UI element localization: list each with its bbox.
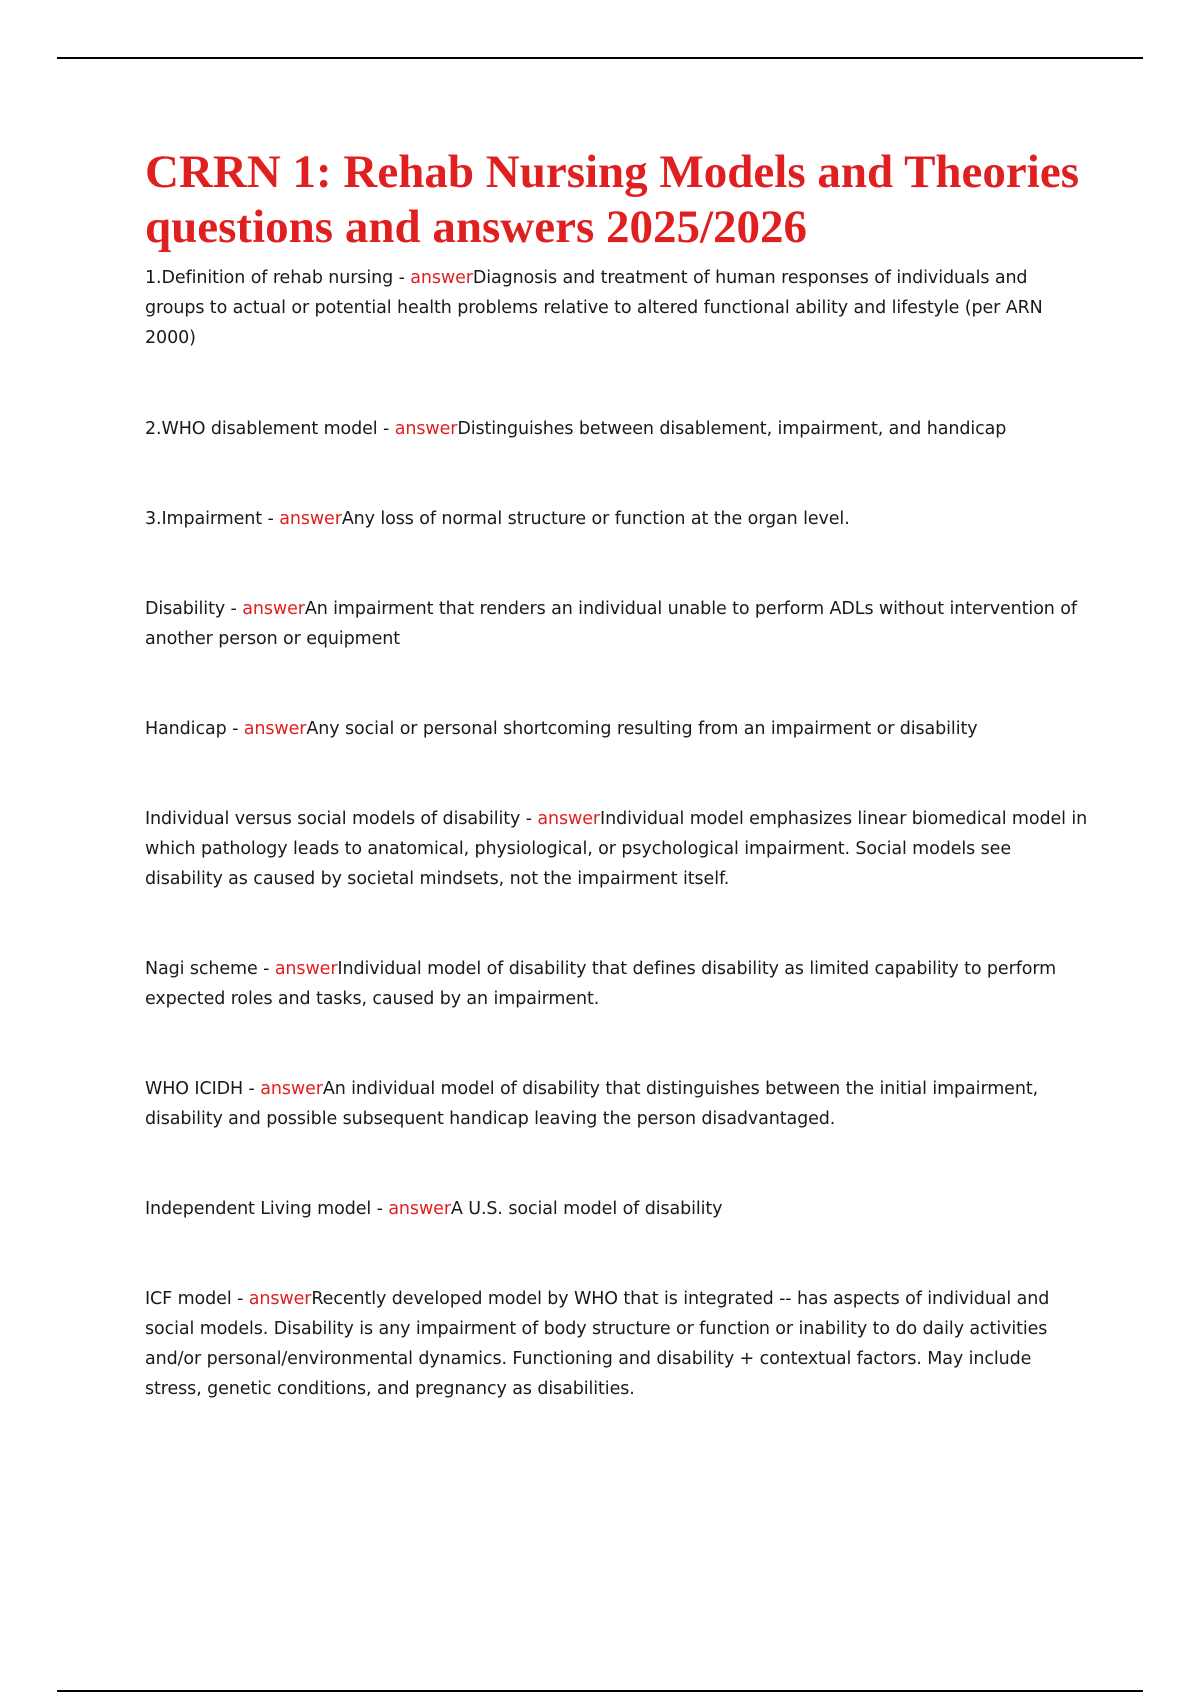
bottom-rule — [57, 1690, 1143, 1692]
qa-answer: Recently developed model by WHO that is integrated -- has aspects of individual and social models. Disability is any impairment of body structure or function or inability to do daily activities and/or personal/environmental dynamics. Functioning and disability + contextual factors. May include stress, genetic conditions, and pregnancy as disabilities. — [145, 1289, 1050, 1399]
qa-answer: Any loss of normal structure or function at the organ level. — [341, 509, 850, 529]
qa-term: Individual versus social models of disability — [145, 809, 521, 829]
qa-term: 2.WHO disablement model — [145, 419, 378, 439]
qa-separator: - — [520, 809, 538, 829]
qa-term: Disability — [145, 599, 226, 619]
qa-separator: - — [226, 719, 244, 739]
qa-separator: - — [393, 268, 411, 288]
qa-answer: Individual model emphasizes linear biomedical model in which pathology leads to anatomical, physiological, or psychological impairment. Social models see disability as caused by societal mindsets, not the impairment itself. — [145, 809, 1088, 889]
qa-answer: Distinguishes between disablement, impairment, and handicap — [457, 419, 1007, 439]
qa-item-rehab-nursing-definition — [145, 263, 1090, 353]
answer-marker: answer — [260, 1079, 323, 1099]
qa-answer: Individual model of disability that defines disability as limited capability to perform expected roles and tasks, caused by an impairment. — [145, 959, 1057, 1009]
qa-separator: - — [225, 599, 243, 619]
qa-separator: - — [262, 509, 280, 529]
answer-marker: answer — [243, 719, 307, 739]
qa-term: Handicap — [145, 719, 227, 739]
answer-marker: answer — [537, 809, 601, 829]
qa-item-disability — [145, 594, 1090, 654]
qa-item-individual-vs-social-models — [145, 804, 1090, 894]
answer-marker: answer — [279, 509, 342, 529]
qa-item-who-icidh — [145, 1074, 1090, 1134]
qa-answer: Any social or personal shortcoming resulting from an impairment or disability — [306, 719, 978, 739]
page-title: CRRN 1: Rehab Nursing Models and Theories questions and answers 2025/2026 — [145, 146, 1079, 253]
answer-marker: answer — [410, 268, 473, 288]
qa-separator: - — [377, 419, 395, 439]
qa-term: Independent Living model — [145, 1199, 372, 1219]
qa-item-independent-living-model — [145, 1194, 1090, 1224]
qa-item-icf-model — [145, 1284, 1090, 1404]
answer-marker: answer — [388, 1199, 451, 1219]
qa-term: Nagi scheme — [145, 959, 258, 979]
qa-term: ICF model — [145, 1289, 232, 1309]
document-body — [145, 145, 1090, 1404]
answer-marker: answer — [248, 1289, 312, 1309]
qa-answer: Diagnosis and treatment of human responses of individuals and groups to actual or potential health problems relative to altered functional ability and lifestyle (per ARN 2000) — [145, 268, 1043, 348]
qa-item-who-disablement-model — [145, 414, 1090, 444]
qa-term: WHO ICIDH — [145, 1079, 244, 1099]
qa-answer: A U.S. social model of disability — [450, 1199, 723, 1219]
qa-separator: - — [257, 959, 275, 979]
qa-item-nagi-scheme — [145, 954, 1090, 1014]
top-rule — [57, 57, 1143, 59]
qa-term: 3.Impairment — [145, 509, 263, 529]
qa-item-handicap — [145, 714, 1090, 744]
answer-marker: answer — [274, 959, 338, 979]
answer-marker: answer — [242, 599, 305, 619]
qa-answer: An individual model of disability that distinguishes between the initial impairment, disability and possible subsequent handicap leaving the person disadvantaged. — [145, 1079, 1039, 1129]
qa-item-impairment — [145, 504, 1090, 534]
qa-list — [145, 263, 1090, 1404]
qa-term: 1.Definition of rehab nursing — [145, 268, 394, 288]
answer-marker: answer — [394, 419, 458, 439]
qa-separator: - — [243, 1079, 261, 1099]
qa-separator: - — [231, 1289, 249, 1309]
qa-separator: - — [371, 1199, 389, 1219]
qa-answer: An impairment that renders an individual unable to perform ADLs without intervention of another person or equipment — [145, 599, 1077, 649]
